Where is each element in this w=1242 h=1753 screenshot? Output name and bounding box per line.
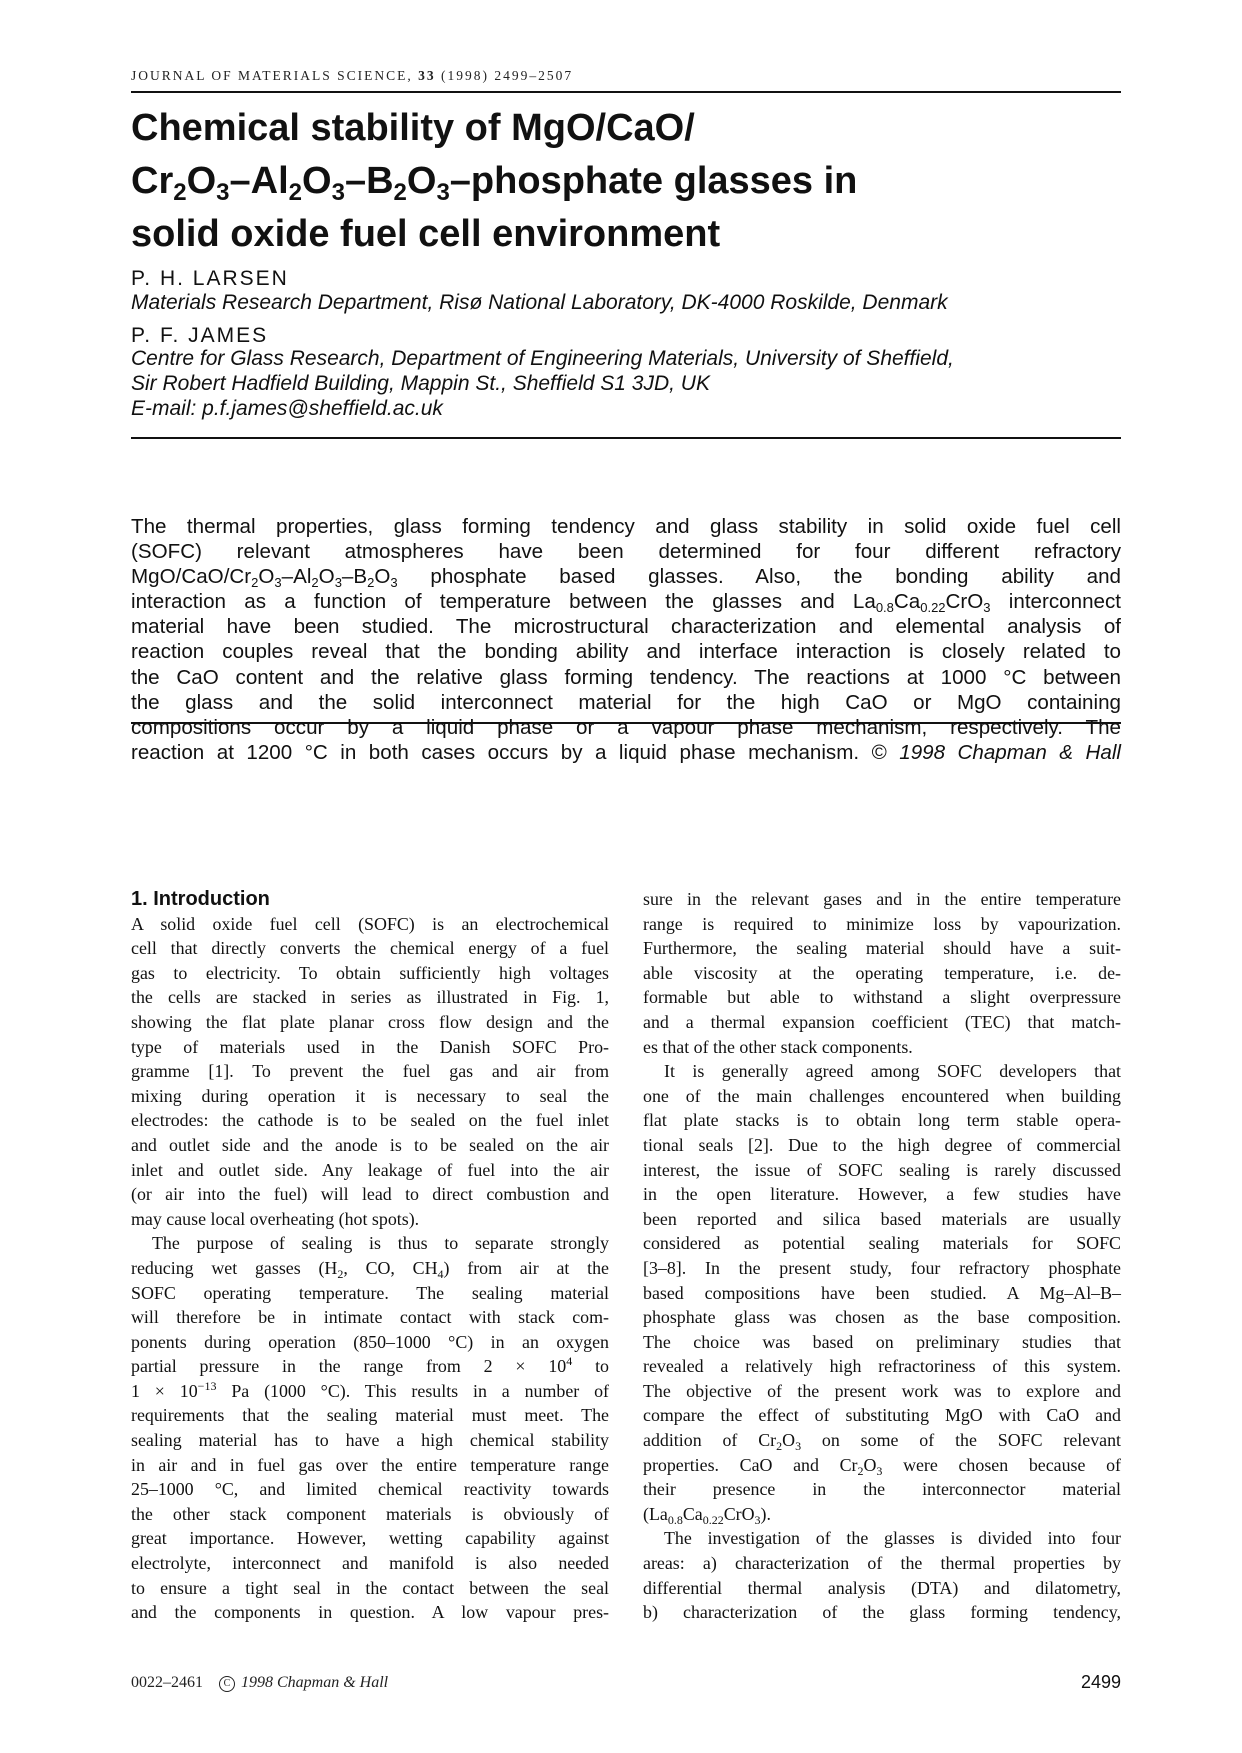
left-column bbox=[131, 887, 609, 1625]
body-text-line bbox=[643, 1600, 1121, 1625]
text-run: –B bbox=[344, 160, 394, 202]
text-run: on some of the SOFC relevant bbox=[801, 1430, 1122, 1451]
body-text-line bbox=[131, 1133, 609, 1158]
body-text-line bbox=[131, 1059, 609, 1084]
abstract bbox=[131, 514, 1121, 765]
text-run: revealed a relatively high refractoriness of this system. bbox=[643, 1356, 1121, 1377]
text-run: Furthermore, the sealing material should have a suit- bbox=[643, 938, 1121, 959]
text-run: areas: a) characterization of the thermal properties by bbox=[643, 1553, 1121, 1574]
body-text-line bbox=[643, 1108, 1121, 1133]
text-run: –B bbox=[341, 565, 368, 589]
right-column bbox=[643, 887, 1121, 1625]
text-run: sure in the relevant gases and in the entire temperature bbox=[643, 889, 1121, 909]
abstract-line bbox=[131, 564, 1121, 589]
superscript: −13 bbox=[197, 1378, 217, 1393]
text-run: O bbox=[318, 565, 335, 589]
abstract-bottom-rule bbox=[131, 722, 1121, 724]
body-text-line bbox=[131, 1305, 609, 1330]
text-run: Ca bbox=[893, 590, 921, 614]
text-run: O bbox=[406, 160, 437, 202]
text-run: and the components in question. A low vapour pres- bbox=[131, 1602, 609, 1623]
body-text-line bbox=[643, 1354, 1121, 1379]
text-run: electrodes: the cathode is to be sealed on the fuel inlet bbox=[131, 1110, 609, 1131]
abstract-line bbox=[131, 514, 1121, 539]
text-run: material have been studied. The microstructural characterization and elemental analysis of bbox=[131, 615, 1121, 639]
body-text-line bbox=[643, 936, 1121, 961]
journal-header bbox=[131, 68, 1121, 84]
body-text-line bbox=[643, 1305, 1121, 1330]
text-run: been reported and silica based materials are usually bbox=[643, 1208, 1121, 1229]
page-number: 2499 bbox=[1080, 1672, 1121, 1692]
body-text-line bbox=[643, 1035, 1121, 1060]
body-text-line bbox=[131, 1477, 609, 1502]
subscript: 3 bbox=[436, 179, 450, 206]
text-run: The objective of the present work was to explore and bbox=[643, 1380, 1121, 1401]
body-text-line bbox=[131, 912, 609, 937]
header-rule bbox=[131, 91, 1121, 93]
text-run: sealing material has to have a high chemical stability bbox=[131, 1430, 609, 1451]
body-text-line bbox=[643, 1182, 1121, 1207]
text-run: the cells are stacked in series as illustrated in Fig. 1, bbox=[131, 987, 609, 1008]
text-run: (La bbox=[643, 1503, 668, 1524]
subscript: 2 bbox=[776, 1439, 783, 1454]
journal-name: JOURNAL OF MATERIALS SCIENCE, bbox=[131, 68, 413, 83]
body-text-line bbox=[643, 1403, 1121, 1428]
text-run: differential thermal analysis (DTA) and dilatometry, bbox=[643, 1577, 1121, 1598]
body-text-line bbox=[643, 1133, 1121, 1158]
body-text-line bbox=[643, 1379, 1121, 1404]
text-run: interconnect bbox=[990, 590, 1121, 614]
text-run: –Al bbox=[229, 160, 289, 202]
title-line bbox=[131, 208, 1121, 261]
text-run: the glass and the solid interconnect material for the high CaO or MgO containing bbox=[131, 690, 1121, 714]
journal-year-pages: (1998) 2499–2507 bbox=[441, 68, 574, 83]
abstract-line bbox=[131, 639, 1121, 664]
body-text-line bbox=[131, 1576, 609, 1601]
subscript: 0.22 bbox=[702, 1512, 724, 1527]
body-text-line bbox=[131, 1600, 609, 1625]
journal-volume: 33 bbox=[418, 68, 436, 83]
text-run: SOFC operating temperature. The sealing material bbox=[131, 1282, 609, 1303]
subscript: 2 bbox=[251, 575, 259, 591]
text-run: range is required to minimize loss by vapourization. bbox=[643, 913, 1121, 934]
subscript: 0.8 bbox=[875, 600, 894, 616]
text-run: O bbox=[374, 565, 391, 589]
text-run: requirements that the sealing material must meet. The bbox=[131, 1405, 609, 1426]
text-run: able viscosity at the operating temperature, i.e. de- bbox=[643, 962, 1121, 983]
body-text-line bbox=[643, 985, 1121, 1010]
section-heading: 1. Introduction bbox=[131, 888, 270, 910]
body-text-line bbox=[643, 1158, 1121, 1183]
abstract-line bbox=[131, 614, 1121, 639]
text-run: compare the effect of substituting MgO with CaO and bbox=[643, 1405, 1121, 1426]
subscript: 2 bbox=[857, 1463, 864, 1478]
subscript: 2 bbox=[367, 575, 375, 591]
text-run: (or air into the fuel) will lead to direct combustion and bbox=[131, 1184, 609, 1205]
text-run: interest, the issue of SOFC sealing is rarely discussed bbox=[643, 1159, 1121, 1180]
body-text-line bbox=[131, 1158, 609, 1183]
body-text-line bbox=[643, 1576, 1121, 1601]
body-text-line bbox=[131, 1281, 609, 1306]
text-run: Pa (1000 °C). This results in a number of bbox=[216, 1380, 609, 1401]
body-text-line bbox=[131, 1035, 609, 1060]
text-run: partial pressure in the range from 2 × 10 bbox=[131, 1356, 567, 1377]
text-run: es that of the other stack components. bbox=[643, 1036, 913, 1057]
body-text-line bbox=[131, 1551, 609, 1576]
body-text-line bbox=[643, 1231, 1121, 1256]
text-run: and outlet side and the anode is to be sealed on the air bbox=[131, 1134, 609, 1155]
subscript: 3 bbox=[334, 575, 342, 591]
title-line bbox=[131, 155, 1121, 208]
paper-page bbox=[131, 0, 1121, 1753]
author-email: E-mail: p.f.james@sheffield.ac.uk bbox=[131, 397, 443, 420]
text-run: reaction couples reveal that the bonding ability and interface interaction is closely related to bbox=[131, 640, 1121, 664]
text-run: based compositions have been studied. A Mg–Al–B– bbox=[643, 1282, 1121, 1303]
body-text-line bbox=[131, 1207, 609, 1232]
text-run: O bbox=[863, 1454, 877, 1475]
text-run: considered as potential sealing materials for SOFC bbox=[643, 1233, 1121, 1254]
text-run: cell that directly converts the chemical energy of a fuel bbox=[131, 938, 609, 959]
text-run: (SOFC) relevant atmospheres have been determined for four different refractory bbox=[131, 540, 1121, 564]
text-run: may cause local overheating (hot spots). bbox=[131, 1208, 420, 1229]
body-text-line bbox=[131, 1330, 609, 1355]
text-run: Ca bbox=[682, 1503, 703, 1524]
body-text-line bbox=[131, 1354, 609, 1379]
abstract-line bbox=[131, 740, 1121, 765]
text-run: addition of Cr bbox=[643, 1430, 777, 1451]
text-run: Chemical stability of MgO/CaO/ bbox=[131, 107, 695, 149]
subscript: 2 bbox=[393, 179, 407, 206]
body-text-line bbox=[131, 1453, 609, 1478]
text-run: interaction as a function of temperature between the glasses and La bbox=[131, 590, 876, 614]
text-run: the CaO content and the relative glass forming tendency. The reactions at 1000 °C between bbox=[131, 665, 1121, 689]
text-run: –phosphate glasses in bbox=[449, 160, 858, 202]
title-line bbox=[131, 102, 1121, 155]
affiliation-line: Centre for Glass Research, Department of Engineering Materials, University of Sheffield, bbox=[131, 347, 954, 370]
body-text-line bbox=[643, 1477, 1121, 1502]
affiliation-line: Sir Robert Hadfield Building, Mappin St., Sheffield S1 3JD, UK bbox=[131, 372, 710, 395]
text-run: formable but able to withstand a slight overpressure bbox=[643, 987, 1121, 1008]
body-text-line bbox=[131, 985, 609, 1010]
text-run: CrO bbox=[945, 590, 984, 614]
footer-copyright bbox=[131, 1674, 388, 1692]
copyright-holder: 1998 Chapman & Hall bbox=[899, 740, 1121, 764]
subscript: 3 bbox=[795, 1439, 802, 1454]
body-text-line bbox=[643, 1526, 1121, 1551]
text-run: to bbox=[572, 1356, 610, 1377]
text-run: O bbox=[302, 160, 332, 202]
text-run: gramme [1]. To prevent the fuel gas and air from bbox=[131, 1061, 609, 1082]
text-run: MgO/CaO/Cr bbox=[131, 565, 252, 589]
affiliation-line: Materials Research Department, Risø National Laboratory, DK-4000 Roskilde, Denmark bbox=[131, 291, 948, 314]
text-run: solid oxide fuel cell environment bbox=[131, 213, 721, 255]
author-name: P. H. LARSEN bbox=[131, 267, 289, 290]
text-run: electrolyte, interconnect and manifold is also needed bbox=[131, 1553, 609, 1574]
subscript: 2 bbox=[311, 575, 319, 591]
text-run: the other stack component materials is obviously of bbox=[131, 1503, 609, 1524]
subscript: 3 bbox=[331, 179, 345, 206]
text-run: , CO, CH bbox=[343, 1257, 438, 1278]
text-run: ponents during operation (850–1000 °C) in an oxygen bbox=[131, 1331, 609, 1352]
abstract-line bbox=[131, 589, 1121, 614]
text-run: properties. CaO and Cr bbox=[643, 1454, 858, 1475]
body-text-line bbox=[643, 961, 1121, 986]
subscript: 0.8 bbox=[667, 1512, 683, 1527]
text-run: showing the flat plate planar cross flow design and the bbox=[131, 1011, 609, 1032]
text-run: one of the main challenges encountered when building bbox=[643, 1085, 1121, 1106]
body-text-line bbox=[131, 1379, 609, 1404]
text-run: in air and in fuel gas over the entire temperature range bbox=[131, 1454, 609, 1475]
text-run: compositions occur by a liquid phase or a vapour phase mechanism, respectively. The bbox=[131, 715, 1121, 739]
text-run: It is generally agreed among SOFC developers that bbox=[664, 1061, 1121, 1082]
body-text-line bbox=[131, 1502, 609, 1527]
text-run: type of materials used in the Danish SOFC Pro- bbox=[131, 1036, 609, 1057]
subscript: 3 bbox=[274, 575, 282, 591]
text-run: ) from air at the bbox=[443, 1257, 609, 1278]
body-text-line bbox=[131, 1084, 609, 1109]
text-run: their presence in the interconnector material bbox=[643, 1479, 1121, 1500]
body-text-line bbox=[643, 1453, 1121, 1478]
subscript: 3 bbox=[983, 600, 991, 616]
abstract-top-rule bbox=[131, 437, 1121, 439]
text-run: gas to electricity. To obtain sufficiently high voltages bbox=[131, 962, 609, 983]
text-run: –Al bbox=[281, 565, 312, 589]
body-text-line bbox=[643, 1010, 1121, 1035]
footer-publisher: 1998 Chapman & Hall bbox=[241, 1674, 389, 1691]
subscript: 3 bbox=[876, 1463, 883, 1478]
abstract-copyright bbox=[859, 741, 1121, 764]
abstract-line bbox=[131, 715, 1121, 740]
subscript: 3 bbox=[390, 575, 398, 591]
text-run: reducing wet gasses (H bbox=[131, 1257, 338, 1278]
text-run: Cr bbox=[131, 160, 174, 202]
text-run: in the open literature. However, a few studies have bbox=[643, 1184, 1121, 1205]
copyright-icon: C bbox=[219, 1676, 235, 1692]
subscript: 2 bbox=[173, 179, 187, 206]
text-run: The purpose of sealing is thus to separate strongly bbox=[152, 1233, 609, 1254]
author-affiliation bbox=[131, 290, 1121, 315]
body-text-line bbox=[131, 1231, 609, 1256]
text-run: reaction at 1200 °C in both cases occurs by a liquid phase mechanism. bbox=[131, 740, 860, 764]
subscript: 0.22 bbox=[920, 600, 946, 616]
text-run: O bbox=[782, 1430, 796, 1451]
body-text-line bbox=[643, 1207, 1121, 1232]
body-text-line bbox=[643, 1551, 1121, 1576]
text-run: to ensure a tight seal in the contact between the seal bbox=[131, 1577, 609, 1598]
text-run: will therefore be in intimate contact with stack com- bbox=[131, 1307, 609, 1328]
text-run: b) characterization of the glass forming tendency, bbox=[643, 1602, 1121, 1623]
footer-issn: 0022–2461 bbox=[131, 1674, 203, 1691]
subscript: 2 bbox=[288, 179, 303, 206]
text-run: 25–1000 °C, and limited chemical reactivity towards bbox=[131, 1479, 609, 1500]
body-text-line bbox=[131, 1526, 609, 1551]
body-text-line bbox=[131, 1182, 609, 1207]
body-text-line bbox=[643, 1330, 1121, 1355]
subscript: 3 bbox=[754, 1512, 761, 1527]
body-text-line bbox=[643, 1502, 1121, 1527]
paper-title bbox=[131, 102, 1121, 261]
body-text-line bbox=[131, 936, 609, 961]
author-name: P. F. JAMES bbox=[131, 324, 269, 347]
text-run: tional seals [2]. Due to the high degree of commercial bbox=[643, 1134, 1121, 1155]
text-run: The choice was based on preliminary studies that bbox=[643, 1331, 1121, 1352]
text-run: great importance. However, wetting capability against bbox=[131, 1528, 609, 1549]
body-text-line bbox=[131, 961, 609, 986]
text-run: O bbox=[186, 160, 217, 202]
body-text-line bbox=[643, 1281, 1121, 1306]
abstract-line bbox=[131, 665, 1121, 690]
copyright-icon: © bbox=[859, 740, 900, 764]
subscript: 2 bbox=[337, 1266, 344, 1281]
text-run: A solid oxide fuel cell (SOFC) is an electrochemical bbox=[131, 913, 609, 934]
body-text-line bbox=[131, 1010, 609, 1035]
superscript: 4 bbox=[566, 1354, 573, 1369]
body-text-line bbox=[643, 1256, 1121, 1281]
body-text-line bbox=[643, 1084, 1121, 1109]
body-text-line bbox=[131, 1428, 609, 1453]
text-run: [3–8]. In the present study, four refractory phosphate bbox=[643, 1257, 1121, 1278]
abstract-line bbox=[131, 690, 1121, 715]
subscript: 4 bbox=[437, 1266, 444, 1281]
text-run: were chosen because of bbox=[882, 1454, 1121, 1475]
subscript: 3 bbox=[216, 179, 230, 206]
text-run: and a thermal expansion coefficient (TEC) that match- bbox=[643, 1011, 1121, 1032]
body-text-line bbox=[643, 1428, 1121, 1453]
text-run: phosphate based glasses. Also, the bonding ability and bbox=[397, 565, 1121, 589]
body-text-line bbox=[643, 887, 1121, 912]
text-run: 1 × 10 bbox=[131, 1380, 198, 1401]
body-text-line bbox=[643, 1059, 1121, 1084]
text-run: ). bbox=[760, 1503, 771, 1524]
body-text-line bbox=[643, 912, 1121, 937]
text-run: phosphate glass was chosen as the base composition. bbox=[643, 1307, 1121, 1328]
text-run: flat plate stacks is to obtain long term stable opera- bbox=[643, 1110, 1121, 1131]
author-affiliation bbox=[131, 346, 1121, 421]
body-text-line bbox=[131, 1256, 609, 1281]
body-text-line bbox=[131, 1108, 609, 1133]
text-run: O bbox=[258, 565, 275, 589]
abstract-line bbox=[131, 539, 1121, 564]
text-run: The thermal properties, glass forming tendency and glass stability in solid oxide fuel cell bbox=[131, 515, 1121, 538]
text-run: mixing during operation it is necessary to seal the bbox=[131, 1085, 609, 1106]
text-run: The investigation of the glasses is divided into four bbox=[664, 1528, 1121, 1549]
text-run: inlet and outlet side. Any leakage of fuel into the air bbox=[131, 1159, 609, 1180]
body-text-line bbox=[131, 1403, 609, 1428]
text-run: CrO bbox=[723, 1503, 755, 1524]
